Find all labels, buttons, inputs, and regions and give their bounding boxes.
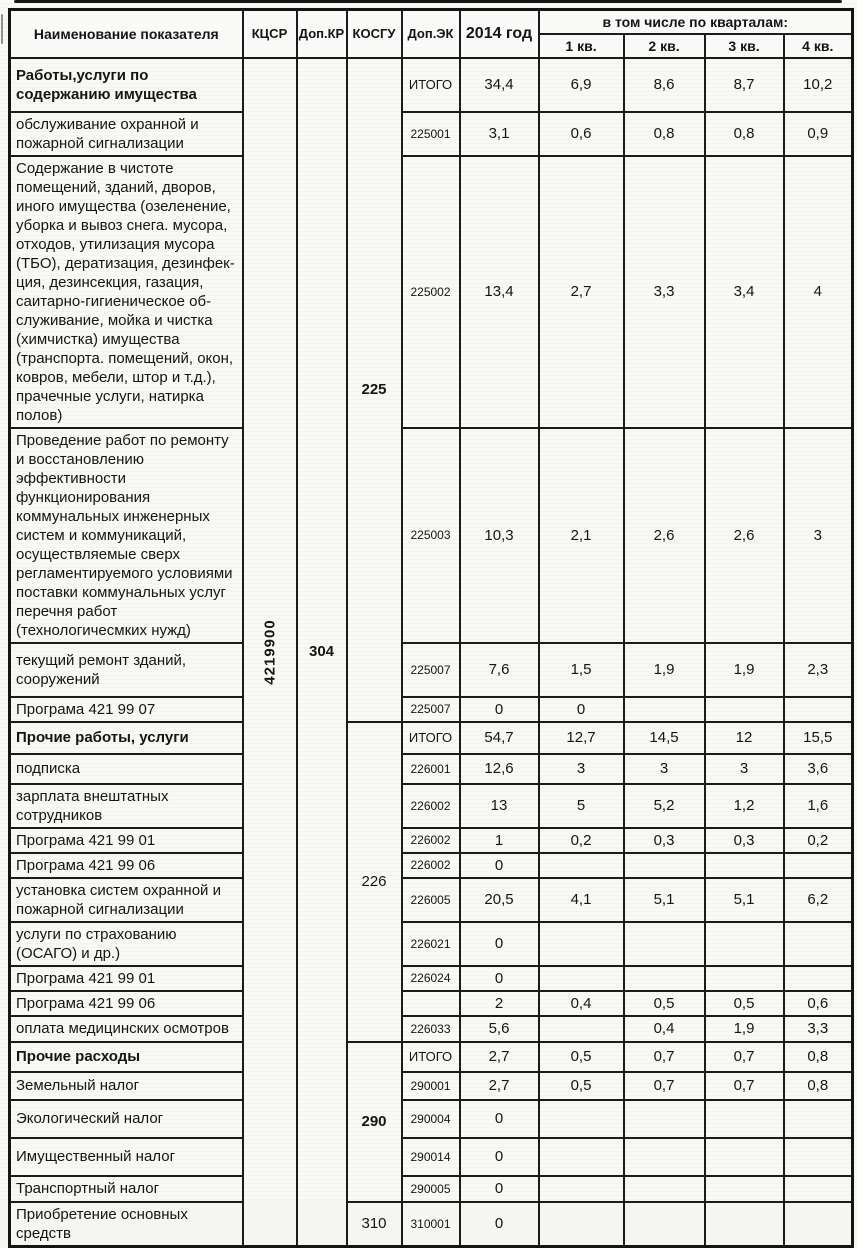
cell-kosgu-code: 310 xyxy=(347,1202,402,1247)
table-row xyxy=(10,643,853,697)
cell-quarter-4: 1,6 xyxy=(784,784,853,828)
cell-quarter-2: 0,7 xyxy=(624,1042,705,1072)
cell-quarter-1: 6,9 xyxy=(539,58,624,112)
cell-year-total: 34,4 xyxy=(460,58,539,112)
table-row xyxy=(10,58,853,112)
cell-dop-ek-code: 290001 xyxy=(402,1072,460,1100)
cell-quarter-1: 4,1 xyxy=(539,878,624,922)
cell-quarter-3 xyxy=(705,922,784,966)
cell-quarter-2: 5,1 xyxy=(624,878,705,922)
cell-quarter-2: 3,3 xyxy=(624,156,705,428)
kcsr-rotated-value: 4219900 xyxy=(261,618,278,685)
cell-quarter-3: 0,5 xyxy=(705,991,784,1016)
table-row xyxy=(10,828,853,853)
cell-dop-ek-code: 226001 xyxy=(402,754,460,784)
cell-indicator-name: подписка xyxy=(10,754,243,784)
cell-quarter-4 xyxy=(784,966,853,991)
cell-quarter-3 xyxy=(705,1100,784,1138)
col-header-kcsr: КЦСР xyxy=(243,10,297,58)
cell-quarter-3 xyxy=(705,853,784,878)
cell-indicator-name: услуги по страхованию (ОСАГО) и др.) xyxy=(10,922,243,966)
cell-dop-ek-code: ИТОГО xyxy=(402,1042,460,1072)
table-row xyxy=(10,878,853,922)
cell-indicator-name: Проведение работ по ремонту и восстановлению эффективности функционирования коммунальных инженерных систем и коммуникаций, осуществляемые сверх регламентируемого условиями поставки коммунальных услуг перечня работ (технологичесмких нужд) xyxy=(10,428,243,643)
table-row xyxy=(10,1202,853,1247)
cell-quarter-2 xyxy=(624,697,705,722)
cell-quarter-4: 0,2 xyxy=(784,828,853,853)
cell-year-total: 0 xyxy=(460,1138,539,1176)
cell-quarter-2 xyxy=(624,922,705,966)
cell-year-total: 20,5 xyxy=(460,878,539,922)
cell-year-total: 10,3 xyxy=(460,428,539,643)
cell-indicator-name: Програма 421 99 01 xyxy=(10,828,243,853)
cell-quarter-3: 1,9 xyxy=(705,643,784,697)
cell-quarter-4 xyxy=(784,697,853,722)
table-row xyxy=(10,853,853,878)
cell-dop-ek-code: 226005 xyxy=(402,878,460,922)
cell-quarter-4: 15,5 xyxy=(784,722,853,754)
cell-quarter-3: 0,3 xyxy=(705,828,784,853)
cell-year-total: 2 xyxy=(460,991,539,1016)
cell-dop-ek-code: 226002 xyxy=(402,828,460,853)
cell-quarter-1: 12,7 xyxy=(539,722,624,754)
cell-indicator-name: Програма 421 99 01 xyxy=(10,966,243,991)
cell-year-total: 0 xyxy=(460,853,539,878)
cell-quarter-1 xyxy=(539,1100,624,1138)
col-header-q1: 1 кв. xyxy=(539,34,624,58)
cell-quarter-4: 3 xyxy=(784,428,853,643)
cell-year-total: 7,6 xyxy=(460,643,539,697)
cell-year-total: 1 xyxy=(460,828,539,853)
cell-quarter-2: 2,6 xyxy=(624,428,705,643)
cell-quarter-4: 2,3 xyxy=(784,643,853,697)
cell-quarter-4: 0,9 xyxy=(784,112,853,156)
cell-quarter-4 xyxy=(784,1202,853,1247)
cell-quarter-3 xyxy=(705,1176,784,1202)
cell-dop-ek-code: 290014 xyxy=(402,1138,460,1176)
cell-quarter-2: 1,9 xyxy=(624,643,705,697)
table-header xyxy=(10,10,853,58)
cell-year-total: 12,6 xyxy=(460,754,539,784)
cell-indicator-name: Земельный налог xyxy=(10,1072,243,1100)
cell-quarter-2 xyxy=(624,1202,705,1247)
cell-dop-ek-code: ИТОГО xyxy=(402,58,460,112)
cell-indicator-name: Програма 421 99 06 xyxy=(10,991,243,1016)
cell-year-total: 3,1 xyxy=(460,112,539,156)
col-header-dop-ek: Доп.ЭК xyxy=(402,10,460,58)
cell-year-total: 54,7 xyxy=(460,722,539,754)
cell-quarter-1: 0,5 xyxy=(539,1072,624,1100)
col-header-q4: 4 кв. xyxy=(784,34,853,58)
scan-artifact-left-tick xyxy=(1,14,3,44)
cell-quarter-4: 0,8 xyxy=(784,1042,853,1072)
cell-quarter-1: 0,6 xyxy=(539,112,624,156)
cell-dop-ek-code: 226002 xyxy=(402,784,460,828)
table-row xyxy=(10,428,853,643)
cell-year-total: 0 xyxy=(460,697,539,722)
cell-dop-ek-code: 225001 xyxy=(402,112,460,156)
table-row xyxy=(10,722,853,754)
cell-quarter-2: 0,7 xyxy=(624,1072,705,1100)
cell-quarter-3: 1,9 xyxy=(705,1016,784,1042)
cell-indicator-name: Содержание в чистоте помещений, зданий, дворов, иного имущества (озеленение, уборка и вывоз снега. мусора, отходов, утилизация мусора (ТБО), дератизация, дезинфек- ция, дезинсекция, газация, саитарно-гигиеническое об- служивание, мойка и чистка (химчистка) имущества (транспорта. помещений, окон, ковров, мебели, штор и т.д.), прачечные услуги, натирка полов) xyxy=(10,156,243,428)
cell-indicator-name: Програма 421 99 06 xyxy=(10,853,243,878)
cell-dop-ek-code: 226033 xyxy=(402,1016,460,1042)
cell-quarter-1 xyxy=(539,922,624,966)
cell-quarter-1: 3 xyxy=(539,754,624,784)
cell-quarter-3: 8,7 xyxy=(705,58,784,112)
cell-quarter-1 xyxy=(539,853,624,878)
col-header-year-2014: 2014 год xyxy=(460,10,539,58)
cell-quarter-3: 1,2 xyxy=(705,784,784,828)
table-row xyxy=(10,1176,853,1202)
col-header-quarters-group: в том числе по кварталам: xyxy=(539,10,853,34)
cell-quarter-2 xyxy=(624,853,705,878)
cell-dop-ek-code: 226002 xyxy=(402,853,460,878)
table-row xyxy=(10,966,853,991)
budget-table xyxy=(8,8,854,1248)
cell-year-total: 2,7 xyxy=(460,1042,539,1072)
cell-year-total: 13,4 xyxy=(460,156,539,428)
cell-dop-ek-code: 310001 xyxy=(402,1202,460,1247)
cell-quarter-4 xyxy=(784,1138,853,1176)
cell-dop-kr-code: 304 xyxy=(297,58,347,1247)
cell-quarter-1: 0,4 xyxy=(539,991,624,1016)
table-row xyxy=(10,922,853,966)
cell-dop-ek-code: 225003 xyxy=(402,428,460,643)
cell-quarter-3: 5,1 xyxy=(705,878,784,922)
cell-quarter-4: 3,6 xyxy=(784,754,853,784)
table-row xyxy=(10,156,853,428)
cell-quarter-4: 6,2 xyxy=(784,878,853,922)
cell-year-total: 13 xyxy=(460,784,539,828)
cell-dop-ek-code xyxy=(402,991,460,1016)
cell-quarter-4: 4 xyxy=(784,156,853,428)
cell-quarter-2 xyxy=(624,1176,705,1202)
cell-quarter-1: 2,7 xyxy=(539,156,624,428)
cell-quarter-2: 0,8 xyxy=(624,112,705,156)
cell-quarter-4 xyxy=(784,1176,853,1202)
cell-indicator-name: Экологический налог xyxy=(10,1100,243,1138)
cell-indicator-name: Работы,услуги по содержанию имущества xyxy=(10,58,243,112)
cell-quarter-2: 5,2 xyxy=(624,784,705,828)
cell-quarter-2 xyxy=(624,966,705,991)
cell-quarter-2 xyxy=(624,1138,705,1176)
cell-indicator-name: установка систем охранной и пожарной сигнализации xyxy=(10,878,243,922)
cell-quarter-4: 10,2 xyxy=(784,58,853,112)
cell-quarter-3 xyxy=(705,1138,784,1176)
cell-dop-ek-code: 226021 xyxy=(402,922,460,966)
cell-indicator-name: Прочие работы, услуги xyxy=(10,722,243,754)
cell-indicator-name: Приобретение основных средств xyxy=(10,1202,243,1247)
cell-kosgu-code: 225 xyxy=(347,58,402,722)
cell-year-total: 0 xyxy=(460,1100,539,1138)
scan-artifact-top-line xyxy=(14,0,842,3)
cell-quarter-1: 0,2 xyxy=(539,828,624,853)
cell-quarter-3 xyxy=(705,1202,784,1247)
cell-quarter-1: 0,5 xyxy=(539,1042,624,1072)
cell-dop-ek-code: 225007 xyxy=(402,697,460,722)
cell-quarter-3: 3 xyxy=(705,754,784,784)
cell-quarter-3: 0,7 xyxy=(705,1042,784,1072)
col-header-name: Наименование показателя xyxy=(10,10,243,58)
cell-kcsr-code xyxy=(243,58,297,1247)
cell-quarter-3 xyxy=(705,697,784,722)
cell-quarter-2: 3 xyxy=(624,754,705,784)
cell-indicator-name: текущий ремонт зданий, сооружений xyxy=(10,643,243,697)
cell-quarter-1: 1,5 xyxy=(539,643,624,697)
cell-quarter-3: 0,7 xyxy=(705,1072,784,1100)
cell-indicator-name: оплата медицинских осмотров xyxy=(10,1016,243,1042)
cell-quarter-1: 2,1 xyxy=(539,428,624,643)
cell-quarter-4: 0,6 xyxy=(784,991,853,1016)
table-row xyxy=(10,991,853,1016)
col-header-dop-kr: Доп.КР xyxy=(297,10,347,58)
cell-quarter-3: 12 xyxy=(705,722,784,754)
col-header-q2: 2 кв. xyxy=(624,34,705,58)
cell-year-total: 0 xyxy=(460,1202,539,1247)
cell-quarter-1: 5 xyxy=(539,784,624,828)
table-row xyxy=(10,1072,853,1100)
cell-year-total: 5,6 xyxy=(460,1016,539,1042)
cell-dop-ek-code: 290005 xyxy=(402,1176,460,1202)
cell-quarter-4 xyxy=(784,922,853,966)
cell-quarter-4: 3,3 xyxy=(784,1016,853,1042)
cell-dop-ek-code: ИТОГО xyxy=(402,722,460,754)
col-header-q3: 3 кв. xyxy=(705,34,784,58)
table-row xyxy=(10,1138,853,1176)
cell-dop-ek-code: 290004 xyxy=(402,1100,460,1138)
table-row xyxy=(10,1100,853,1138)
table-row xyxy=(10,697,853,722)
cell-indicator-name: зарплата внештатных сотрудников xyxy=(10,784,243,828)
cell-quarter-1 xyxy=(539,1202,624,1247)
cell-quarter-1: 0 xyxy=(539,697,624,722)
cell-quarter-3: 2,6 xyxy=(705,428,784,643)
cell-indicator-name: Транспортный налог xyxy=(10,1176,243,1202)
cell-quarter-4: 0,8 xyxy=(784,1072,853,1100)
cell-indicator-name: Имущественный налог xyxy=(10,1138,243,1176)
table-row xyxy=(10,112,853,156)
cell-quarter-2: 0,5 xyxy=(624,991,705,1016)
cell-quarter-2: 8,6 xyxy=(624,58,705,112)
cell-quarter-1 xyxy=(539,966,624,991)
cell-quarter-3: 3,4 xyxy=(705,156,784,428)
cell-quarter-1 xyxy=(539,1138,624,1176)
table-row xyxy=(10,1042,853,1072)
cell-year-total: 2,7 xyxy=(460,1072,539,1100)
table-row xyxy=(10,784,853,828)
cell-quarter-3 xyxy=(705,966,784,991)
cell-indicator-name: Програма 421 99 07 xyxy=(10,697,243,722)
cell-year-total: 0 xyxy=(460,922,539,966)
col-header-kosgu: КОСГУ xyxy=(347,10,402,58)
cell-year-total: 0 xyxy=(460,1176,539,1202)
cell-dop-ek-code: 225007 xyxy=(402,643,460,697)
table-row xyxy=(10,754,853,784)
cell-indicator-name: обслуживание охранной и пожарной сигнализации xyxy=(10,112,243,156)
cell-quarter-3: 0,8 xyxy=(705,112,784,156)
cell-quarter-1 xyxy=(539,1176,624,1202)
cell-quarter-4 xyxy=(784,1100,853,1138)
cell-year-total: 0 xyxy=(460,966,539,991)
table-body xyxy=(10,58,853,1247)
cell-kosgu-code: 226 xyxy=(347,722,402,1042)
table-row xyxy=(10,1016,853,1042)
cell-quarter-2: 0,4 xyxy=(624,1016,705,1042)
cell-quarter-2: 0,3 xyxy=(624,828,705,853)
cell-quarter-2: 14,5 xyxy=(624,722,705,754)
cell-quarter-1 xyxy=(539,1016,624,1042)
cell-quarter-2 xyxy=(624,1100,705,1138)
cell-quarter-4 xyxy=(784,853,853,878)
cell-kosgu-code: 290 xyxy=(347,1042,402,1202)
cell-dop-ek-code: 225002 xyxy=(402,156,460,428)
cell-indicator-name: Прочие расходы xyxy=(10,1042,243,1072)
cell-dop-ek-code: 226024 xyxy=(402,966,460,991)
